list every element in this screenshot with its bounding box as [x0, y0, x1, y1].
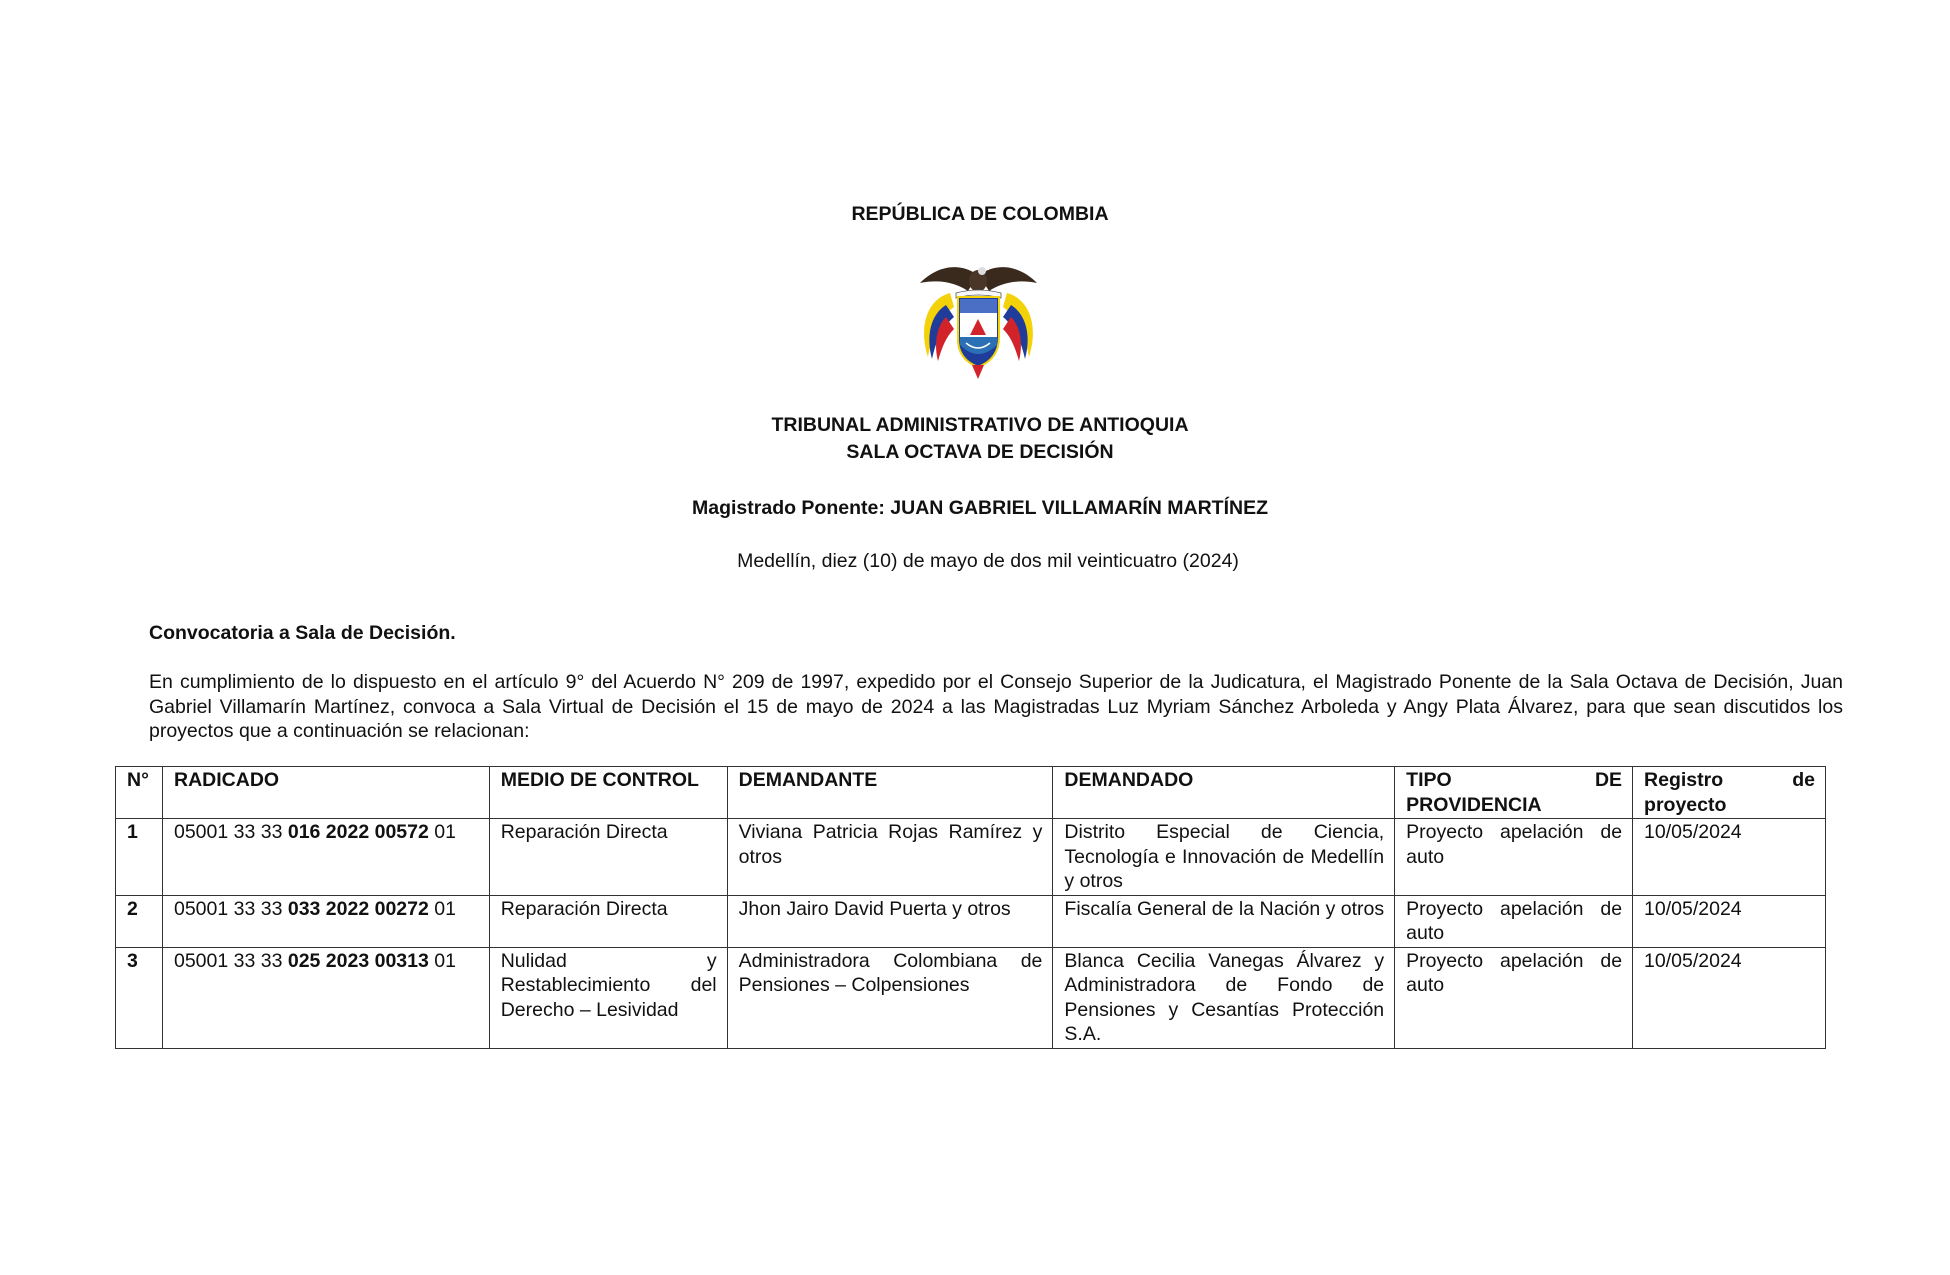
magistrate-name: JUAN GABRIEL VILLAMARÍN MARTÍNEZ — [890, 497, 1268, 519]
magistrate-label: Magistrado Ponente: — [692, 497, 885, 519]
row-tipo: Proyecto apelación de auto — [1395, 819, 1633, 896]
header-medio: MEDIO DE CONTROL — [489, 767, 727, 819]
radicado-prefix: 05001 33 33 — [173, 949, 283, 972]
row-registro: 10/05/2024 — [1633, 947, 1826, 1048]
radicado-number: 016 2022 00572 — [287, 821, 429, 843]
row-num: 1 — [116, 819, 163, 896]
date-line: Medellín, diez (10) de mayo de dos mil veinticuatro (2024) — [737, 550, 1239, 572]
row-registro: 10/05/2024 — [1633, 895, 1826, 947]
header-demandante: DEMANDANTE — [727, 767, 1053, 819]
magistrate-line — [0, 497, 1950, 520]
row-tipo: Proyecto apelación de auto — [1395, 895, 1633, 947]
row-demandado: Blanca Cecilia Vanegas Álvarez y Administradora de Fondo de Pensiones y Cesantías Protección S.A. — [1053, 947, 1395, 1048]
header-radicado: RADICADO — [162, 767, 489, 819]
header-registro-line1: Registro de — [1644, 769, 1815, 791]
table-row — [116, 947, 1826, 1048]
row-demandante: Administradora Colombiana de Pensiones – Colpensiones — [727, 947, 1053, 1048]
intro-paragraph: En cumplimiento de lo dispuesto en el artículo 9° del Acuerdo N° 209 de 1997, expedido por el Consejo Superior de la Judicatura, el Magistrado Ponente de la Sala Octava de Decisión, Juan Gabriel Villamarín Martínez, convoca a Sala Virtual de Decisión el 15 de mayo de 2024 a las Magistradas Luz Myriam Sánchez Arboleda y Angy Plata Álvarez, para que sean discutidos los proyectos que a continuación se relacionan: — [149, 671, 1843, 742]
row-num: 3 — [116, 947, 163, 1048]
row-medio: Reparación Directa — [489, 819, 727, 896]
radicado-suffix: 01 — [434, 949, 456, 972]
header-tipo — [1395, 767, 1633, 819]
projects-table — [115, 766, 1826, 1049]
row-demandado: Distrito Especial de Ciencia, Tecnología e Innovación de Medellín y otros — [1053, 819, 1395, 896]
table-row — [116, 819, 1826, 896]
chamber-name: SALA OCTAVA DE DECISIÓN — [846, 441, 1114, 463]
header-tipo-line2: PROVIDENCIA — [1406, 793, 1542, 816]
row-demandado: Fiscalía General de la Nación y otros — [1053, 895, 1395, 947]
row-registro: 10/05/2024 — [1633, 819, 1826, 896]
radicado-number: 033 2022 00272 — [287, 897, 429, 920]
radicado-prefix: 05001 33 33 — [173, 821, 283, 843]
section-heading: Convocatoria a Sala de Decisión. — [149, 622, 456, 644]
court-name: TRIBUNAL ADMINISTRATIVO DE ANTIOQUIA — [771, 414, 1189, 436]
row-medio: Nulidad y Restablecimiento del Derecho – Lesividad — [489, 947, 727, 1048]
radicado-prefix: 05001 33 33 — [173, 897, 283, 920]
radicado-suffix: 01 — [434, 821, 456, 843]
header-registro — [1633, 767, 1826, 819]
table-row — [116, 895, 1826, 947]
header-tipo-line1: TIPO DE — [1406, 769, 1623, 791]
row-num: 2 — [116, 895, 163, 947]
country-title: REPÚBLICA DE COLOMBIA — [851, 203, 1109, 225]
header-demandado: DEMANDADO — [1053, 767, 1395, 819]
coat-of-arms-icon — [906, 255, 1051, 385]
table-header-row — [116, 767, 1826, 819]
row-radicado — [162, 895, 489, 947]
row-radicado — [162, 947, 489, 1048]
header-num: N° — [116, 767, 163, 819]
header-registro-line2: proyecto — [1644, 793, 1727, 816]
row-demandante: Jhon Jairo David Puerta y otros — [727, 895, 1053, 947]
row-tipo: Proyecto apelación de auto — [1395, 947, 1633, 1048]
radicado-number: 025 2023 00313 — [287, 949, 429, 972]
row-medio: Reparación Directa — [489, 895, 727, 947]
row-radicado — [162, 819, 489, 896]
radicado-suffix: 01 — [434, 897, 456, 920]
row-demandante: Viviana Patricia Rojas Ramírez y otros — [727, 819, 1053, 896]
